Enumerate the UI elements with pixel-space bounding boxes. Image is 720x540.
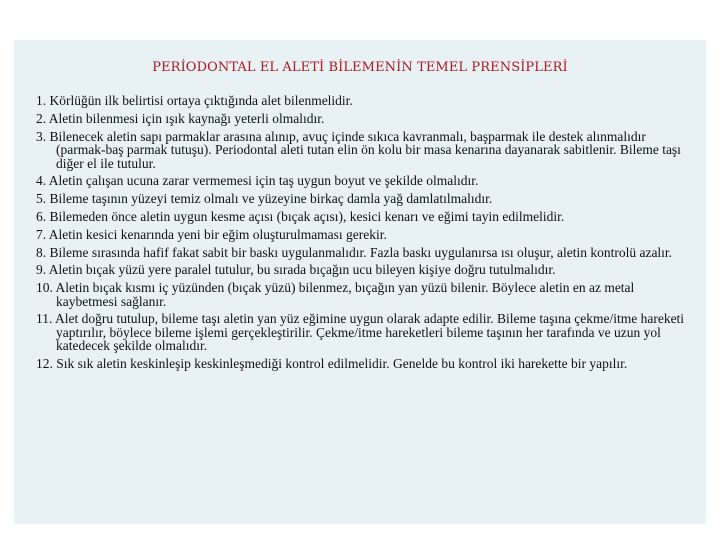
list-item: 1. Körlüğün ilk belirtisi ortaya çıktığında alet bilenmelidir. [36, 93, 353, 108]
list-item: 5. Bileme taşının yüzeyi temiz olmalı ve yüzeyine birkaç damla yağ damlatılmalıdır. [36, 191, 493, 207]
list-item: 7. Aletin kesici kenarında yeni bir eğim oluşturulmaması gerekir. [36, 226, 387, 242]
list-item: 11. Alet doğru tutulup, bileme taşı aletin yan yüz eğimine uygun olarak adapte edilir. Bileme taşına çekme/itme hareketi yaptırılır, böylece bileme işlemi gerçekleştirilir. Çekme/itme hareketleri bileme taşının her tarafında ve uzun yol katedecek şekilde olmalıdır. [36, 311, 685, 354]
list-item: 12. Sık sık aletin keskinleşip keskinleşmediği kontrol edilmelidir. Genelde bu kontrol iki harekette bir yapılır. [36, 356, 628, 372]
list-item: 9. Aletin bıçak yüzü yere paralel tutulur, bu sırada bıçağın ucu bileyen kişiye doğru tutulmalıdır. [36, 262, 556, 278]
list-item: 2. Aletin bilenmesi için ışık kaynağı yeterli olmalıdır. [36, 110, 325, 126]
list-item: 4. Aletin çalışan ucuna zarar vermemesi için taş uygun boyut ve şekilde olmalıdır. [36, 173, 479, 189]
list-item: 3. Bilenecek aletin sapı parmaklar arasına alınıp, avuç içinde sıkıca kavranmalı, başparmak ile destek alınmalıdır (parmak-baş parmak tutuşu). Periodontal aleti tutan elin ön kolu bir masa kenarına dayanarak sabitlenir. Bileme taşı diğer el ile tutulur. [36, 128, 681, 171]
principles-list [36, 94, 696, 375]
list-item: 8. Bileme sırasında hafif fakat sabit bir baskı uygulanmalıdır. Fazla baskı uygulanırsa ısı oluşur, aletin kontrolü azalır. [36, 244, 673, 260]
list-item: 10. Aletin bıçak kısmı iç yüzünden (bıçak yüzü) bilenmez, bıçağın yan yüzü bilenir. Böylece aletin en az metal kaybetmesi sağlanır. [36, 280, 635, 309]
list-item: 6. Bilemeden önce aletin uygun kesme açısı (bıçak açısı), kesici kenarı ve eğimi tayin edilmelidir. [36, 208, 565, 224]
slide-title: PERİODONTAL EL ALETİ BİLEMENİN TEMEL PRENSİPLERİ [152, 60, 568, 75]
